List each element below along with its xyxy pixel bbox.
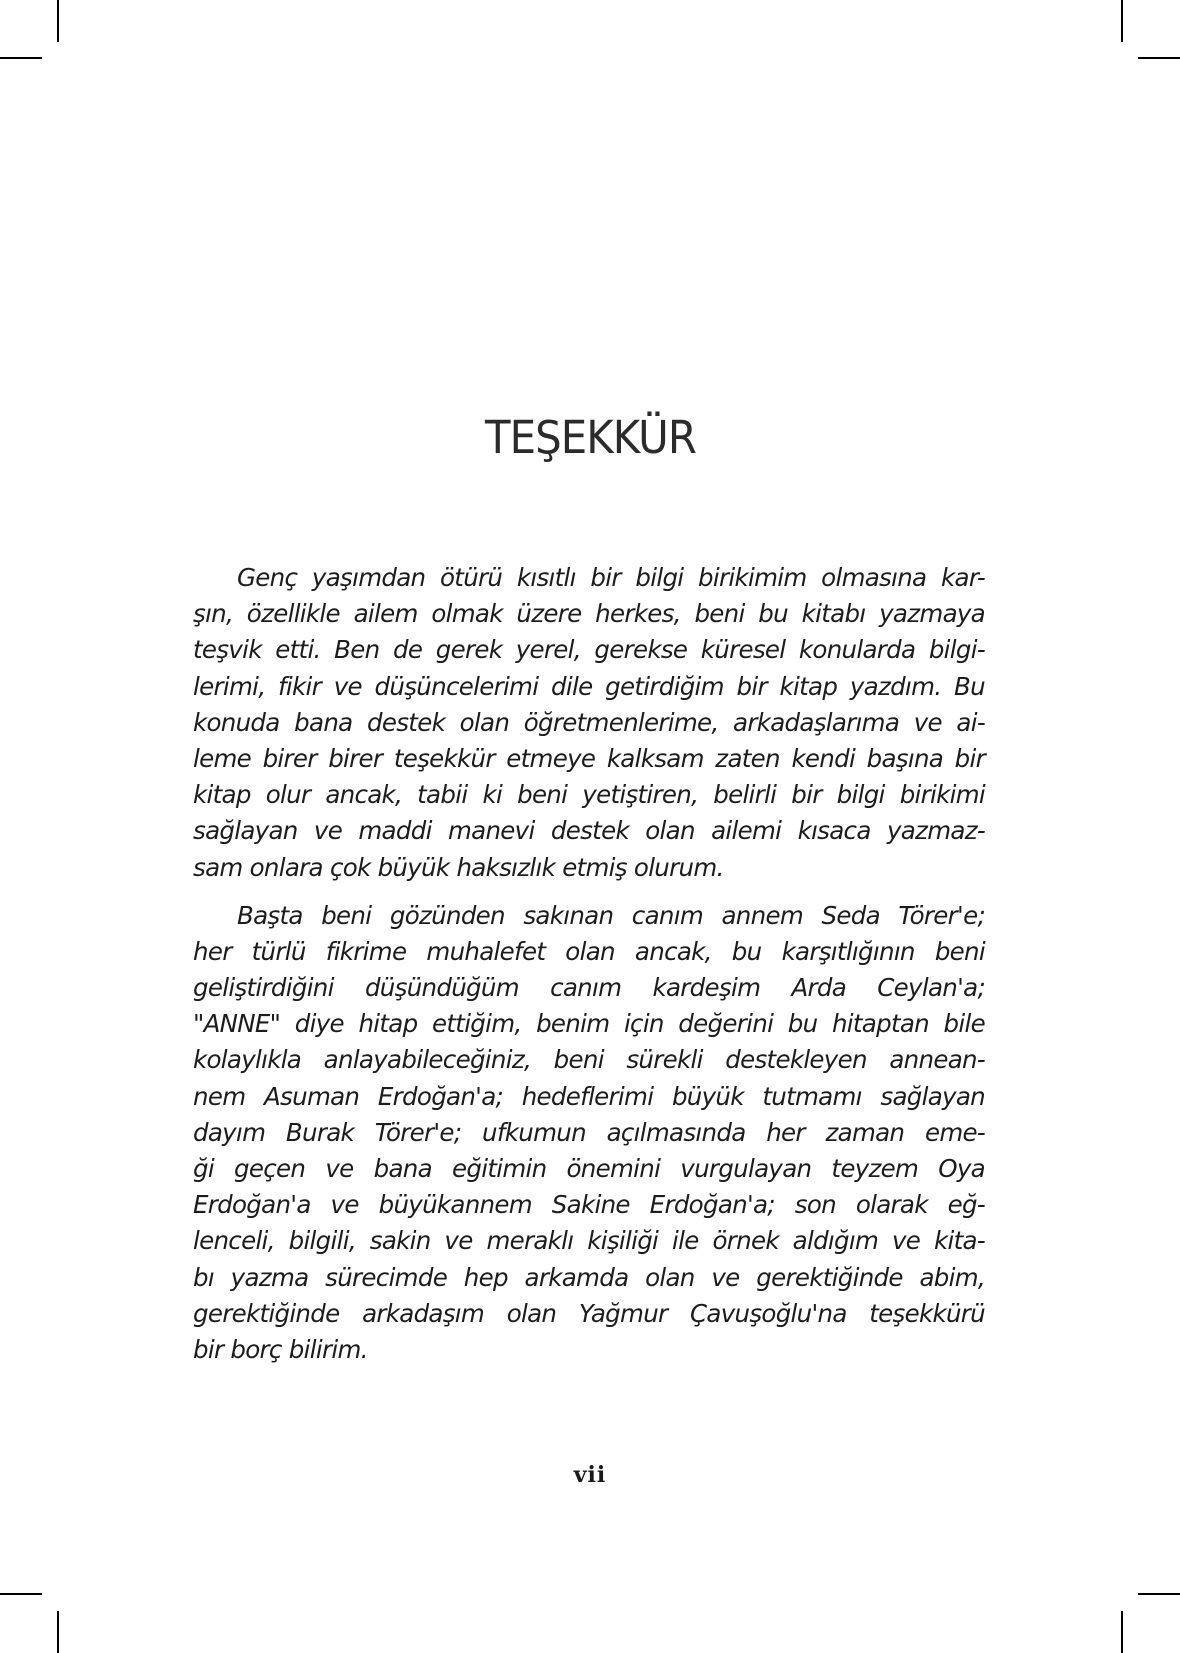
text-line: bir borç bilirim. bbox=[193, 1334, 368, 1364]
text-line: her türlü fikrime muhalefet olan ancak, bu karşıtlığının beni bbox=[193, 936, 985, 966]
text-line: Erdoğan'a ve büyükannem Sakine Erdoğan'a; son olarak eğ- bbox=[193, 1190, 985, 1220]
crop-mark-top-left-horizontal bbox=[0, 57, 42, 59]
page-title bbox=[0, 408, 1180, 468]
text-line: Başta beni gözünden sakınan canım annem Seda Törer'e; bbox=[237, 900, 985, 930]
crop-mark-bottom-left-vertical bbox=[57, 1611, 59, 1653]
text-line: Genç yaşımdan ötürü kısıtlı bir bilgi birikimim olmasına kar- bbox=[237, 563, 985, 592]
text-line: geliştirdiğini düşündüğüm canım kardeşim Arda Ceylan'a; bbox=[193, 973, 985, 1003]
text-line: nem Asuman Erdoğan'a; hedeflerimi büyük tutmamı sağlayan bbox=[193, 1081, 985, 1111]
text-line: teşvik etti. Ben de gerek yerel, gerekse küresel konularda bilgi- bbox=[193, 635, 985, 665]
crop-mark-top-right-vertical bbox=[1121, 0, 1123, 42]
text-line: sam onlara çok büyük haksızlık etmiş olurum. bbox=[193, 852, 724, 882]
text-line: kolaylıkla anlayabileceğiniz, beni sürekli destekleyen annean- bbox=[193, 1045, 985, 1075]
text-line: gerektiğinde arkadaşım olan Yağmur Çavuşoğlu'na teşekkürü bbox=[193, 1298, 985, 1328]
crop-mark-bottom-right-horizontal bbox=[1138, 1593, 1180, 1595]
text-line: kitap olur ancak, tabii ki beni yetiştiren, belirli bir bilgi birikimi bbox=[193, 780, 985, 810]
acknowledgement-body bbox=[193, 560, 985, 1368]
text-line: ği geçen ve bana eğitimin önemini vurgulayan teyzem Oya bbox=[193, 1154, 985, 1183]
text-line: şın, özellikle ailem olmak üzere herkes, beni bu kitabı yazmaya bbox=[193, 599, 985, 629]
page-title-text: TEŞEKKÜR bbox=[484, 411, 696, 464]
paragraph-2 bbox=[193, 898, 985, 1368]
crop-mark-top-left-vertical bbox=[57, 0, 59, 42]
text-line: sağlayan ve maddi manevi destek olan ailemi kısaca yazmaz- bbox=[193, 816, 985, 846]
crop-mark-bottom-right-vertical bbox=[1121, 1611, 1123, 1653]
text-line: "ANNE" diye hitap ettiğim, benim için değerini bu hitaptan bile bbox=[193, 1009, 985, 1039]
text-line: lenceli, bilgili, sakin ve meraklı kişiliği ile örnek aldığım ve kita- bbox=[193, 1226, 985, 1256]
crop-mark-top-right-horizontal bbox=[1138, 57, 1180, 59]
text-line: bı yazma sürecimde hep arkamda olan ve gerektiğinde abim, bbox=[193, 1262, 985, 1292]
text-line: konuda bana destek olan öğretmenlerime, arkadaşlarıma ve ai- bbox=[193, 707, 985, 737]
crop-mark-bottom-left-horizontal bbox=[0, 1593, 42, 1595]
text-line: lerimi, fikir ve düşüncelerimi dile getirdiğim bir kitap yazdım. Bu bbox=[193, 671, 985, 701]
paragraph-1 bbox=[193, 560, 985, 886]
page-number: vii bbox=[573, 1462, 607, 1488]
text-line: leme birer birer teşekkür etmeye kalksam zaten kendi başına bir bbox=[193, 743, 985, 773]
text-line: dayım Burak Törer'e; ufkumun açılmasında her zaman eme- bbox=[193, 1117, 985, 1147]
